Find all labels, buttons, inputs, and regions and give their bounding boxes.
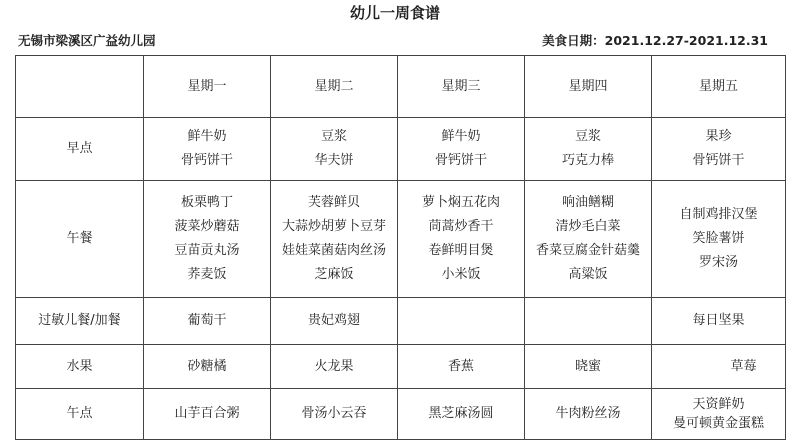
dish: 华夫饼 bbox=[314, 153, 354, 168]
menu-cell bbox=[525, 118, 652, 181]
dish: 芙蓉鲜贝 bbox=[307, 195, 360, 210]
dish: 卷鲜明目煲 bbox=[428, 243, 494, 258]
dish: 大蒜炒胡萝卜豆芽 bbox=[281, 219, 386, 234]
dish: 贵妃鸡翅 bbox=[307, 313, 360, 328]
menu-cell bbox=[271, 345, 398, 389]
dish: 笑脸薯饼 bbox=[692, 231, 745, 246]
menu-cell bbox=[652, 345, 786, 389]
menu-cell bbox=[525, 389, 652, 440]
day-header: 星期五 bbox=[652, 56, 786, 118]
menu-cell bbox=[398, 389, 525, 440]
fruit-row bbox=[16, 345, 786, 389]
dish: 砂糖橘 bbox=[187, 358, 227, 374]
menu-cell bbox=[525, 345, 652, 389]
weekly-menu-table bbox=[15, 55, 786, 440]
dish: 骨钙饼干 bbox=[180, 153, 233, 168]
dish: 小米饭 bbox=[441, 267, 481, 282]
menu-cell-empty bbox=[525, 298, 652, 345]
dish: 每日坚果 bbox=[692, 313, 745, 328]
menu-cell bbox=[271, 389, 398, 440]
date-range: 2021.12.27-2021.12.31 bbox=[604, 33, 768, 48]
dish: 曼可顿黄金蛋糕 bbox=[672, 416, 764, 431]
menu-cell bbox=[525, 181, 652, 298]
dish: 菠菜炒蘑菇 bbox=[174, 219, 240, 234]
dish: 葡萄干 bbox=[187, 313, 227, 328]
dish: 豆苗贡丸汤 bbox=[174, 243, 240, 258]
dish: 豆浆 bbox=[320, 129, 347, 144]
afternoon-snack-row bbox=[16, 389, 786, 440]
row-label: 早点 bbox=[16, 118, 144, 181]
row-label: 午点 bbox=[16, 389, 144, 440]
menu-cell bbox=[652, 181, 786, 298]
dish: 鲜牛奶 bbox=[187, 129, 227, 144]
dish: 山芋百合粥 bbox=[174, 406, 240, 421]
menu-cell bbox=[271, 118, 398, 181]
menu-cell bbox=[398, 345, 525, 389]
allergy-snack-row bbox=[16, 298, 786, 345]
dish: 火龙果 bbox=[314, 358, 354, 374]
menu-cell bbox=[144, 298, 271, 345]
menu-cell bbox=[271, 298, 398, 345]
dish: 天资鲜奶 bbox=[692, 397, 745, 412]
corner-cell bbox=[16, 56, 144, 118]
menu-cell bbox=[144, 181, 271, 298]
document-title: 幼儿一周食谱 bbox=[349, 4, 440, 22]
dish: 香蕉 bbox=[447, 358, 474, 374]
row-label: 水果 bbox=[16, 345, 144, 389]
menu-cell bbox=[144, 389, 271, 440]
dish: 鲜牛奶 bbox=[441, 129, 481, 144]
dish: 板栗鸭丁 bbox=[180, 195, 233, 210]
menu-cell bbox=[398, 181, 525, 298]
day-header: 星期一 bbox=[144, 56, 271, 118]
dish: 清炒毛白菜 bbox=[555, 219, 621, 234]
dish: 响油鳝糊 bbox=[561, 195, 614, 210]
dish: 黑芝麻汤圆 bbox=[428, 406, 494, 421]
menu-cell bbox=[652, 118, 786, 181]
day-header: 星期三 bbox=[398, 56, 525, 118]
date-label: 美食日期： bbox=[542, 33, 605, 48]
menu-cell bbox=[652, 298, 786, 345]
breakfast-row bbox=[16, 118, 786, 181]
menu-cell bbox=[398, 118, 525, 181]
dish: 牛肉粉丝汤 bbox=[555, 406, 621, 421]
dish: 豆浆 bbox=[574, 129, 601, 144]
dish: 草莓 bbox=[730, 358, 757, 374]
menu-cell bbox=[652, 389, 786, 440]
row-label: 午餐 bbox=[16, 181, 144, 298]
menu-cell bbox=[271, 181, 398, 298]
dish: 骨钙饼干 bbox=[434, 153, 487, 168]
dish: 娃娃菜菌菇肉丝汤 bbox=[281, 243, 386, 258]
dish: 萝卜焖五花肉 bbox=[421, 195, 500, 210]
dish: 香菜豆腐金针菇羹 bbox=[535, 243, 640, 258]
dish: 芝麻饭 bbox=[314, 267, 354, 282]
menu-cell-empty bbox=[398, 298, 525, 345]
header-row bbox=[16, 56, 786, 118]
school-name: 无锡市梁溪区广益幼儿园 bbox=[18, 33, 156, 48]
dish: 骨钙饼干 bbox=[692, 153, 745, 168]
lunch-row bbox=[16, 181, 786, 298]
day-header: 星期四 bbox=[525, 56, 652, 118]
menu-cell bbox=[144, 118, 271, 181]
menu-date bbox=[542, 32, 768, 50]
dish: 高粱饭 bbox=[568, 267, 608, 282]
dish: 罗宋汤 bbox=[698, 255, 738, 270]
dish: 荞麦饭 bbox=[187, 267, 227, 282]
dish: 果珍 bbox=[705, 129, 732, 144]
menu-cell bbox=[144, 345, 271, 389]
dish: 茼蒿炒香干 bbox=[428, 219, 494, 234]
dish: 自制鸡排汉堡 bbox=[679, 207, 758, 222]
dish: 骨汤小云吞 bbox=[301, 406, 367, 421]
row-label: 过敏儿餐/加餐 bbox=[16, 298, 144, 345]
dish: 晓蜜 bbox=[574, 358, 601, 374]
dish: 巧克力棒 bbox=[561, 153, 614, 168]
day-header: 星期二 bbox=[271, 56, 398, 118]
